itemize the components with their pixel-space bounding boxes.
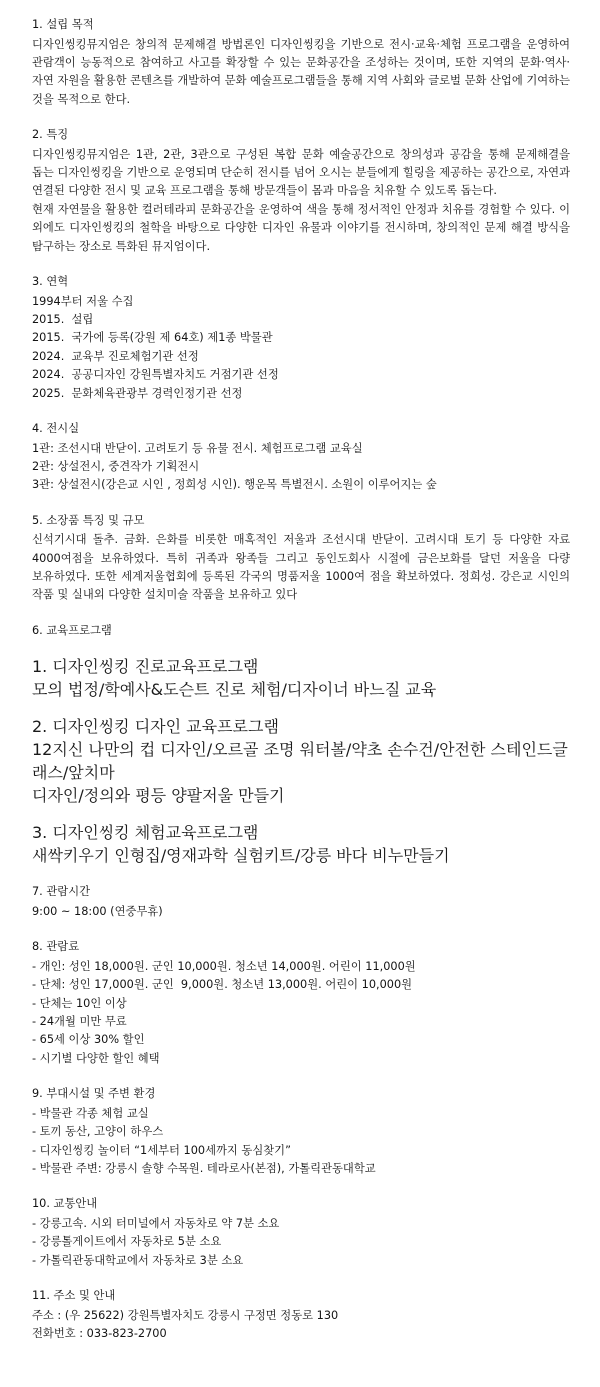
education-group-detail: 새싹키우기 인형집/영재과학 실험키트/강릉 바다 비누만들기 [32, 846, 450, 866]
section-address [32, 1287, 570, 1343]
list-item: 2025. 문화체육관광부 경력인정기관 선정 [32, 386, 243, 400]
history-list [32, 293, 570, 403]
section-heading: 8. 관람료 [32, 940, 80, 954]
education-group [32, 654, 570, 700]
section-admission [32, 938, 570, 1068]
list-item: - 가톨릭관동대학교에서 자동차로 3분 소요 [32, 1253, 244, 1267]
list-item: - 디자인씽킹 놀이터 “1세부터 100세까지 동심찾기” [32, 1143, 291, 1157]
section-facilities [32, 1085, 570, 1178]
list-item: - 65세 이상 30% 할인 [32, 1033, 145, 1047]
address-line: 주소 : (우 25622) 강원특별자치도 강릉시 구정면 정동로 130 [32, 1308, 339, 1322]
section-heading: 1. 설립 목적 [32, 18, 94, 31]
section-hours [32, 883, 570, 921]
education-group-title: 1. 디자인씽킹 진로교육프로그램 [32, 657, 259, 677]
section-collection [32, 512, 574, 605]
list-item: 9:00 ~ 18:00 (연중무휴) [32, 904, 163, 918]
hours-list [32, 903, 570, 921]
section-heading: 4. 전시실 [32, 422, 80, 435]
list-item: - 강릉톨게이트에서 자동차로 5분 소요 [32, 1235, 222, 1249]
section-paragraph: 신석기시대 돌추. 금화. 은화를 비롯한 매혹적인 저울과 조선시대 반닫이. 고려시대 토기 등 다양한 자료 4000여점을 보유하였다. 특히 귀족과 왕족들 그리고 동인도회사 시절에 금은보화를 달던 저울을 다량 보유하였다. 또한 세계저울협회에 등록된 각국의 명품저울 1000여 점을 확보하였다. 정희성. 강은교 시인의 작품 및 실내외 다양한 설치미술 작품을 보유하고 있다 [32, 533, 574, 602]
list-item: 2015. 국가에 등록(강원 제 64호) 제1종 박물관 [32, 331, 273, 345]
list-item: 2024. 공공디자인 강원특별자치도 거점기관 선정 [32, 368, 279, 382]
section-heading: 11. 주소 및 안내 [32, 1289, 116, 1303]
section-heading: 9. 부대시설 및 주변 환경 [32, 1087, 156, 1101]
education-group-detail: 모의 법정/학예사&도슨트 진로 체험/디자이너 바느질 교육 [32, 680, 437, 700]
list-item: - 단체는 10인 이상 [32, 996, 127, 1010]
section-transport [32, 1195, 570, 1270]
phone-line: 전화번호 : 033-823-2700 [32, 1326, 167, 1340]
education-group-title: 2. 디자인씽킹 디자인 교육프로그램 [32, 717, 279, 737]
section-education [32, 622, 570, 867]
section-exhibition-rooms [32, 420, 570, 495]
list-item: 2015. 설립 [32, 312, 94, 326]
education-group-title: 3. 디자인씽킹 체험교육프로그램 [32, 823, 259, 843]
address-list [32, 1307, 570, 1344]
education-group [32, 820, 570, 866]
education-group-detail: 12지신 나만의 컵 디자인/오르골 조명 워터볼/약초 손수건/안전한 스테인드글래스/앞치마 [32, 740, 568, 783]
section-heading: 5. 소장품 특징 및 규모 [32, 513, 145, 527]
list-item: - 박물관 각종 체험 교실 [32, 1106, 149, 1120]
list-item: - 24개월 미만 무료 [32, 1014, 127, 1028]
list-item: - 강릉고속. 시외 터미널에서 자동차로 약 7분 소요 [32, 1216, 280, 1230]
facilities-list [32, 1105, 570, 1179]
section-features [32, 126, 574, 256]
section-heading: 3. 연혁 [32, 275, 69, 289]
section-heading: 6. 교육프로그램 [32, 623, 112, 637]
list-item: - 시기별 다양한 할인 혜택 [32, 1051, 160, 1065]
section-paragraph: 현재 자연물을 활용한 컬러테라피 문화공간을 운영하여 색을 통해 정서적인 안정과 치유를 경험할 수 있다. 이 외에도 디자인씽킹의 철학을 바탕으로 다양한 디자인 유물과 이야기를 전시하며, 창의적인 문제 해결 방식을 탐구하는 장소로 특화된 뮤지엄이다. [32, 202, 574, 253]
section-paragraph: 디자인씽킹뮤지엄은 1관, 2관, 3관으로 구성된 복합 문화 예술공간으로 창의성과 공감을 통해 문제해결을 돕는 디자인씽킹을 기반으로 운영되며 단순히 전시를 넘어 오시는 분들에게 힐링을 제공하는 공간으로, 자연과 연결된 다양한 전시 및 교육 프로그램을 통해 방문객들이 몸과 마음을 치유할 수 있도록 돕는다. [32, 147, 574, 198]
list-item: 1관: 조선시대 반닫이. 고려토기 등 유물 전시. 체험프로그램 교육실 [32, 441, 363, 455]
list-item: 3관: 상설전시(강은교 시인 , 정희성 시인). 행운목 특별전시. 소원이 이루어지는 숲 [32, 478, 437, 492]
education-group [32, 714, 570, 806]
section-purpose [32, 16, 574, 109]
list-item: - 단체: 성인 17,000원. 군인 9,000원. 청소년 13,000원. 어린이 10,000원 [32, 978, 413, 992]
section-heading: 7. 관람시간 [32, 885, 91, 899]
education-group-detail: 디자인/정의와 평등 양팔저울 만들기 [32, 786, 285, 806]
list-item: - 박물관 주변: 강릉시 솔향 수목원. 테라로사(본점), 가톨릭관동대학교 [32, 1161, 376, 1175]
section-paragraph: 디자인씽킹뮤지엄은 창의적 문제해결 방법론인 디자인씽킹을 기반으로 전시·교육·체험 프로그램을 운영하여 관람객이 능동적으로 참여하고 사고를 확장할 수 있는 문화공간을 조성하는 것이며, 또한 지역의 문화·역사·자연 자원을 활용한 콘텐츠를 개발하여 문화 예술프로그램들을 통해 지역 사회와 글로벌 문화 산업에 기여하는 것을 목적으로 한다. [32, 37, 574, 106]
section-history [32, 273, 570, 403]
exhibition-room-list [32, 440, 570, 495]
list-item: - 개인: 성인 18,000원. 군인 10,000원. 청소년 14,000원. 어린이 11,000원 [32, 959, 416, 973]
section-heading: 10. 교통안내 [32, 1197, 98, 1211]
list-item: 2024. 교육부 진로체험기관 선정 [32, 349, 199, 363]
list-item: - 토끼 동산, 고양이 하우스 [32, 1125, 164, 1139]
transport-list [32, 1215, 570, 1270]
section-heading: 2. 특징 [32, 128, 69, 142]
list-item: 2관: 상설전시, 중견작가 기획전시 [32, 459, 200, 473]
list-item: 1994부터 저울 수집 [32, 294, 134, 308]
admission-list [32, 958, 570, 1068]
